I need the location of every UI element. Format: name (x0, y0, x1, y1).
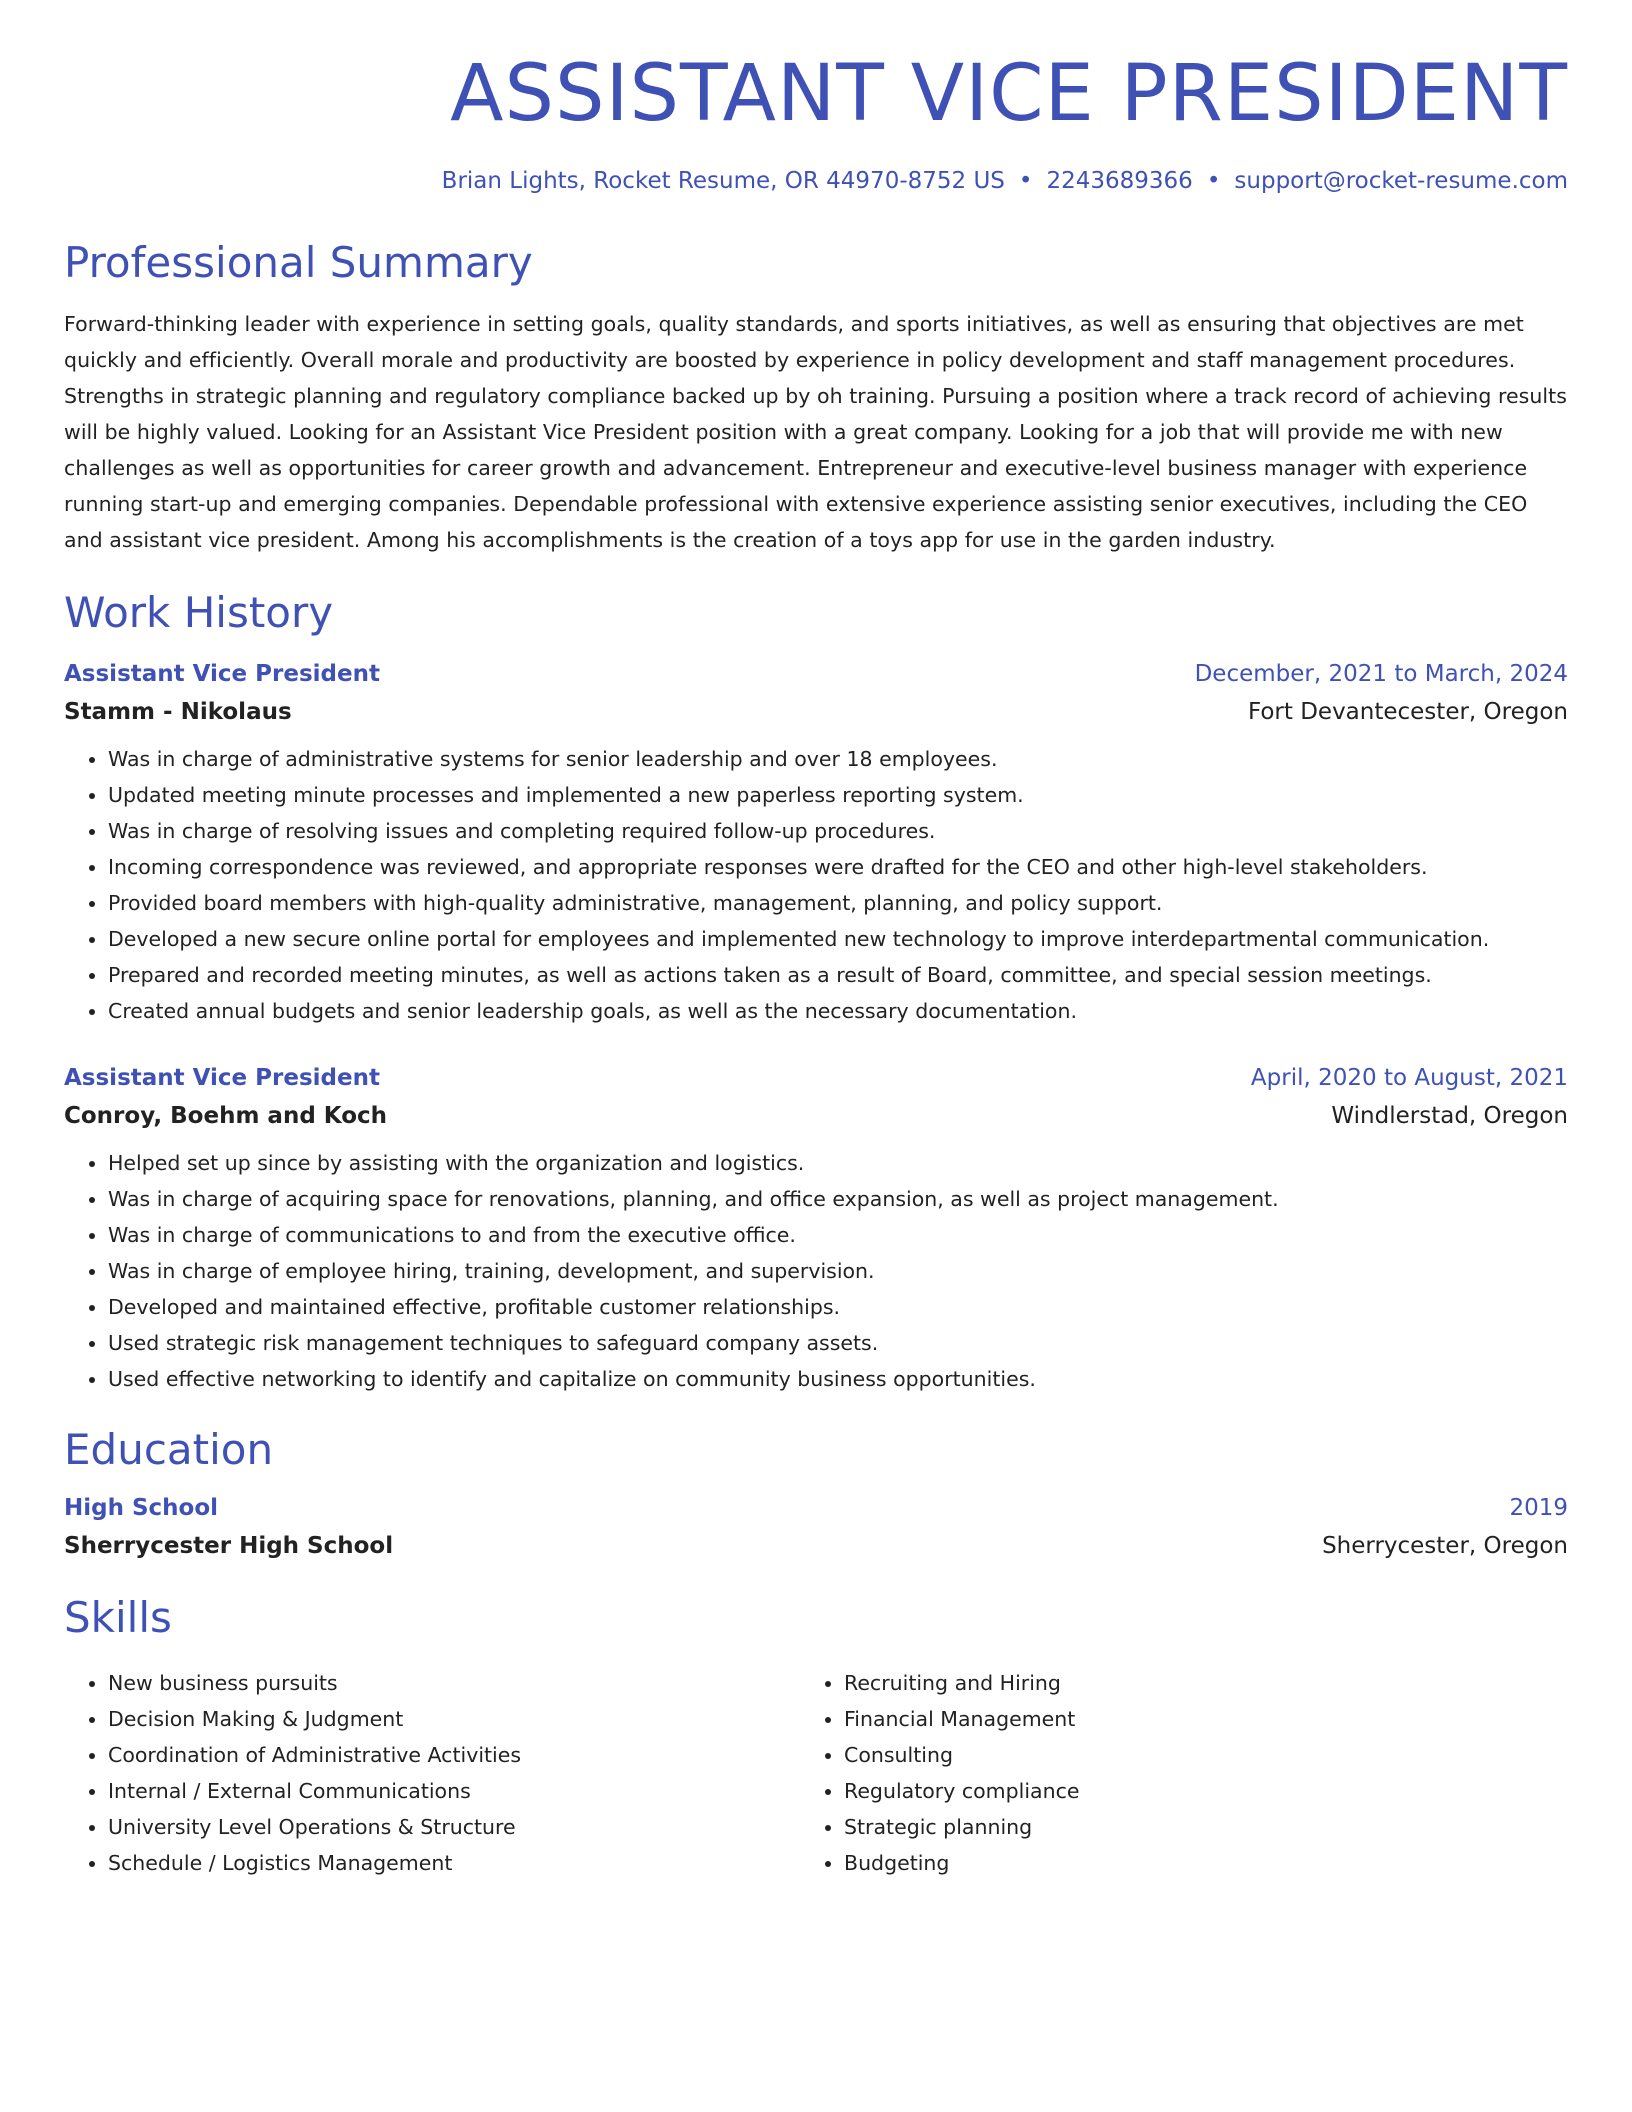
professional-summary-section (64, 238, 1568, 558)
job-title: Assistant Vice President (64, 1064, 380, 1091)
job-bullet: • Created annual budgets and senior leadership goals, as well as the necessary documentation. (108, 993, 1568, 1029)
job-bullets (64, 741, 1568, 1029)
job-location: Fort Devantecester, Oregon (1247, 698, 1568, 725)
job-location: Windlerstad, Oregon (1331, 1102, 1568, 1129)
job-header-row (64, 1065, 1568, 1091)
job-entry (64, 1065, 1568, 1397)
contact-address: Brian Lights, Rocket Resume, OR 44970-8752 US (441, 167, 1005, 194)
skill-item: • Financial Management (844, 1701, 1536, 1737)
skills-list (64, 1665, 800, 1881)
company-name: Conroy, Boehm and Koch (64, 1102, 388, 1129)
job-bullet: • Was in charge of employee hiring, training, development, and supervision. (108, 1253, 1568, 1289)
job-dates: April, 2020 to August, 2021 (1250, 1064, 1568, 1091)
contact-line (64, 168, 1568, 194)
job-title: Assistant Vice President (64, 660, 380, 687)
job-bullet: • Developed a new secure online portal for employees and implemented new technology to improve interdepartmental communication. (108, 921, 1568, 957)
section-heading-education: Education (64, 1424, 274, 1474)
skills-list (800, 1665, 1536, 1881)
skills-grid (64, 1665, 1568, 1881)
skills-section (64, 1593, 1568, 1881)
job-bullet: • Was in charge of resolving issues and completing required follow-up procedures. (108, 813, 1568, 849)
contact-separator: • (1018, 167, 1033, 194)
resume-header (64, 49, 1568, 194)
school-location: Sherrycester, Oregon (1322, 1532, 1568, 1559)
section-heading-skills: Skills (64, 1592, 172, 1642)
contact-email[interactable]: support@rocket-resume.com (1234, 167, 1568, 194)
skill-item: • Regulatory compliance (844, 1773, 1536, 1809)
skill-item: • Recruiting and Hiring (844, 1665, 1536, 1701)
skills-column-left (64, 1665, 800, 1881)
job-bullet: • Provided board members with high-quality administrative, management, planning, and policy support. (108, 885, 1568, 921)
skill-item: • Decision Making & Judgment (108, 1701, 800, 1737)
school-name: Sherrycester High School (64, 1532, 394, 1559)
section-heading-summary: Professional Summary (64, 237, 533, 287)
contact-separator: • (1206, 167, 1221, 194)
job-entry (64, 661, 1568, 1029)
job-bullet: • Was in charge of communications to and from the executive office. (108, 1217, 1568, 1253)
education-degree: High School (64, 1494, 219, 1521)
job-company-row (64, 1103, 1568, 1129)
skill-item: • New business pursuits (108, 1665, 800, 1701)
education-section (64, 1425, 1568, 1559)
company-name: Stamm - Nikolaus (64, 698, 292, 725)
job-title-heading: ASSISTANT VICE PRESIDENT (450, 49, 1568, 139)
job-bullet: • Updated meeting minute processes and implemented a new paperless reporting system. (108, 777, 1568, 813)
job-bullet: • Used effective networking to identify and capitalize on community business opportunities. (108, 1361, 1568, 1397)
job-bullet: • Used strategic risk management techniques to safeguard company assets. (108, 1325, 1568, 1361)
education-school-row (64, 1533, 1568, 1559)
skill-item: • Schedule / Logistics Management (108, 1845, 800, 1881)
job-bullet: • Incoming correspondence was reviewed, and appropriate responses were drafted for the CEO and other high-level stakeholders. (108, 849, 1568, 885)
education-entry (64, 1495, 1568, 1559)
education-header-row (64, 1495, 1568, 1521)
education-year: 2019 (1509, 1494, 1568, 1521)
skill-item: • University Level Operations & Structure (108, 1809, 800, 1845)
contact-phone[interactable]: 2243689366 (1046, 167, 1193, 194)
skill-item: • Strategic planning (844, 1809, 1536, 1845)
job-bullet: • Prepared and recorded meeting minutes, as well as actions taken as a result of Board, committee, and special session meetings. (108, 957, 1568, 993)
job-bullets (64, 1145, 1568, 1397)
job-company-row (64, 699, 1568, 725)
job-header-row (64, 661, 1568, 687)
skill-item: • Consulting (844, 1737, 1536, 1773)
work-history-section (64, 588, 1568, 1396)
skills-column-right (800, 1665, 1536, 1881)
job-bullet: • Was in charge of administrative systems for senior leadership and over 18 employees. (108, 741, 1568, 777)
job-bullet: • Was in charge of acquiring space for renovations, planning, and office expansion, as well as project management. (108, 1181, 1568, 1217)
skill-item: • Budgeting (844, 1845, 1536, 1881)
job-bullet: • Helped set up since by assisting with the organization and logistics. (108, 1145, 1568, 1181)
job-dates: December, 2021 to March, 2024 (1194, 660, 1568, 687)
job-bullet: • Developed and maintained effective, profitable customer relationships. (108, 1289, 1568, 1325)
summary-text: Forward-thinking leader with experience in setting goals, quality standards, and sports initiatives, as well as ensuring that objectives are met quickly and efficiently. Overall morale and productivity are boosted by experience in policy development and staff management procedures. Strengths in strategic planning and regulatory compliance backed up by oh training. Pursuing a position where a track record of achieving results will be highly valued. Looking for an Assistant Vice President position with a great company. Looking for a job that will provide me with new challenges as well as opportunities for career growth and advancement. Entrepreneur and executive-level business manager with experience running start-up and emerging companies. Dependable professional with extensive experience assisting senior executives, including the CEO and assistant vice president. Among his accomplishments is the creation of a toys app for use in the garden industry. (64, 312, 1567, 553)
skill-item: • Coordination of Administrative Activities (108, 1737, 800, 1773)
section-heading-work-history: Work History (64, 588, 334, 638)
skill-item: • Internal / External Communications (108, 1773, 800, 1809)
